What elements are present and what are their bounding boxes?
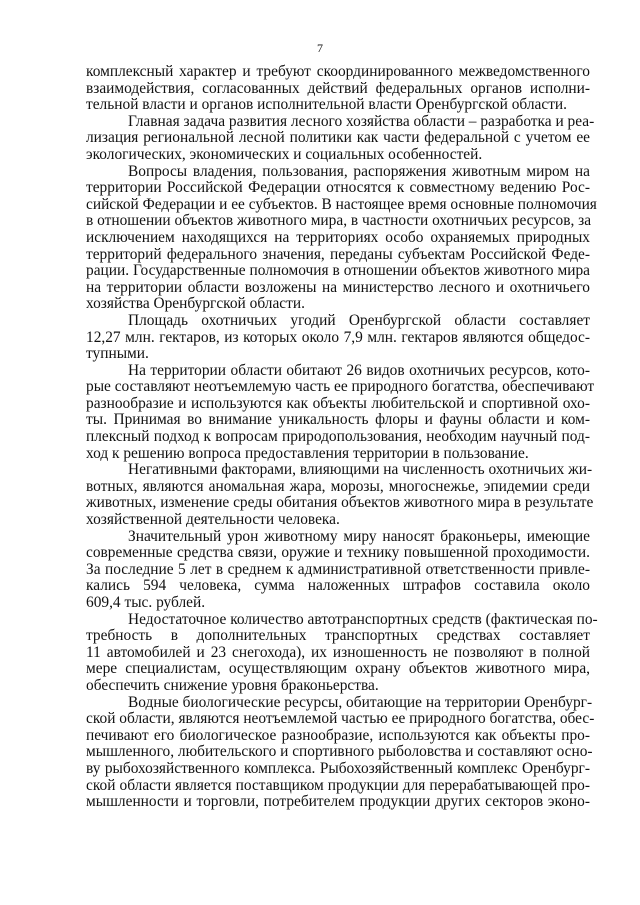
text-line: 11 автомобилей и 23 снегохода), их изношенность не позволяют в полной — [86, 643, 590, 661]
text-line: тупными. — [86, 345, 149, 363]
text-line: животных, изменение среды обитания объектов животного мира в результате — [86, 494, 594, 512]
text-line: обеспечить снижение уровня браконьерства. — [86, 676, 379, 694]
text-line: мышленности и торговли, потребителем продукции других секторов эконо- — [86, 793, 590, 811]
paragraph — [86, 693, 595, 811]
text-line: территорий федерального значения, переданы субъектам Российской Феде- — [86, 245, 590, 263]
document-body — [86, 63, 598, 811]
paragraph — [86, 64, 590, 114]
text-line: За последние 5 лет в среднем к административной ответственности привле- — [86, 560, 590, 578]
text-line: на территории области возложены на министерство лесного и охотничьего — [86, 278, 590, 296]
text-line: 12,27 млн. гектаров, из которых около 7,9 млн. гектаров являются общедос- — [86, 328, 590, 346]
text-line: На территории области обитают 26 видов охотничьих ресурсов, кото- — [128, 361, 590, 379]
text-line: ской области является поставщиком продукции для перерабатывающей про- — [86, 776, 590, 794]
page-number: 7 — [317, 41, 323, 55]
paragraph — [86, 610, 598, 695]
text-line: кались 594 человека, сумма наложенных штрафов составила около — [86, 577, 590, 595]
paragraph — [86, 112, 595, 164]
text-line: территории Российской Федерации относятся к совместному ведению Рос- — [86, 179, 590, 197]
paragraph — [86, 529, 590, 612]
text-line: ву рыбохозяйственного комплекса. Рыбохозяйственный комплекс Оренбург- — [86, 759, 590, 777]
text-line: Негативными факторами, влияющими на численность охотничьих жи- — [128, 461, 593, 479]
text-line: комплексный характер и требуют скоординированного межведомственного — [86, 63, 590, 80]
text-line: Площадь охотничьих угодий Оренбургской области составляет — [128, 311, 590, 329]
text-line: хозяйственной деятельности человека. — [86, 511, 340, 529]
text-line: ты. Принимая во внимание уникальность флоры и фауны области и ком- — [86, 411, 590, 429]
text-line: мере специалистам, осуществляющим охрану объектов животного мира, — [86, 660, 590, 678]
text-line: Водные биологические ресурсы, обитающие на территории Оренбург- — [128, 693, 593, 711]
text-line: ской области, являются неотъемлемой частью ее природного богатства, обес- — [86, 710, 595, 728]
text-line: тельной власти и органов исполнительной власти Оренбургской области. — [86, 96, 568, 114]
text-line: рации. Государственные полномочия в отношении объектов животного мира — [86, 262, 590, 280]
text-line: печивают его биологическое разнообразие, используются как объекты про- — [86, 726, 590, 744]
text-line: Значительный урон животному миру наносят браконьеры, имеющие — [128, 527, 590, 545]
paragraph — [86, 162, 597, 313]
text-line: сийской Федерации и ее субъектов. В настоящее время основные полномочия — [86, 195, 597, 213]
text-line: хозяйства Оренбургской области. — [86, 295, 305, 313]
text-line: разнообразие и используются как объекты любительской и спортивной охо- — [86, 394, 590, 412]
text-line: взаимодействия, согласованных действий федеральных органов исполни- — [86, 79, 590, 97]
text-line: исключением находящихся на территориях особо охраняемых природных — [86, 228, 590, 246]
text-line: современные средства связи, оружие и технику повышенной проходимости. — [86, 544, 590, 562]
text-line: в отношении объектов животного мира, в частности охотничьих ресурсов, за — [86, 212, 592, 230]
text-line: лизация региональной лесной политики как части федеральной с учетом ее — [86, 129, 590, 147]
text-line: плексный подход к вопросам природопользования, необходим научный под- — [86, 428, 590, 446]
text-line: мышленного, любительского и спортивного рыболовства и составляют осно- — [86, 743, 593, 761]
text-line: экологических, экономических и социальных особенностей. — [86, 145, 483, 163]
text-line: 609,4 тыс. рублей. — [86, 594, 206, 611]
text-line: Главная задача развития лесного хозяйства области – разработка и реа- — [128, 112, 595, 130]
text-line: Недостаточное количество автотранспортных средств (фактическая по- — [128, 610, 598, 628]
text-line: Вопросы владения, пользования, распоряжения животным миром на — [128, 162, 590, 180]
paragraph — [86, 313, 590, 363]
text-line: рые составляют неотъемлемую часть ее природного богатства, обеспечивают — [86, 378, 595, 396]
text-line: вотных, являются аномальная жара, морозы, многоснежье, эпидемии среди — [86, 477, 590, 495]
text-line: требность в дополнительных транспортных средствах составляет — [86, 627, 590, 645]
paragraph — [86, 461, 594, 529]
text-line: ход к решению вопроса предоставления территории в пользование. — [86, 444, 529, 462]
paragraph — [86, 361, 595, 463]
